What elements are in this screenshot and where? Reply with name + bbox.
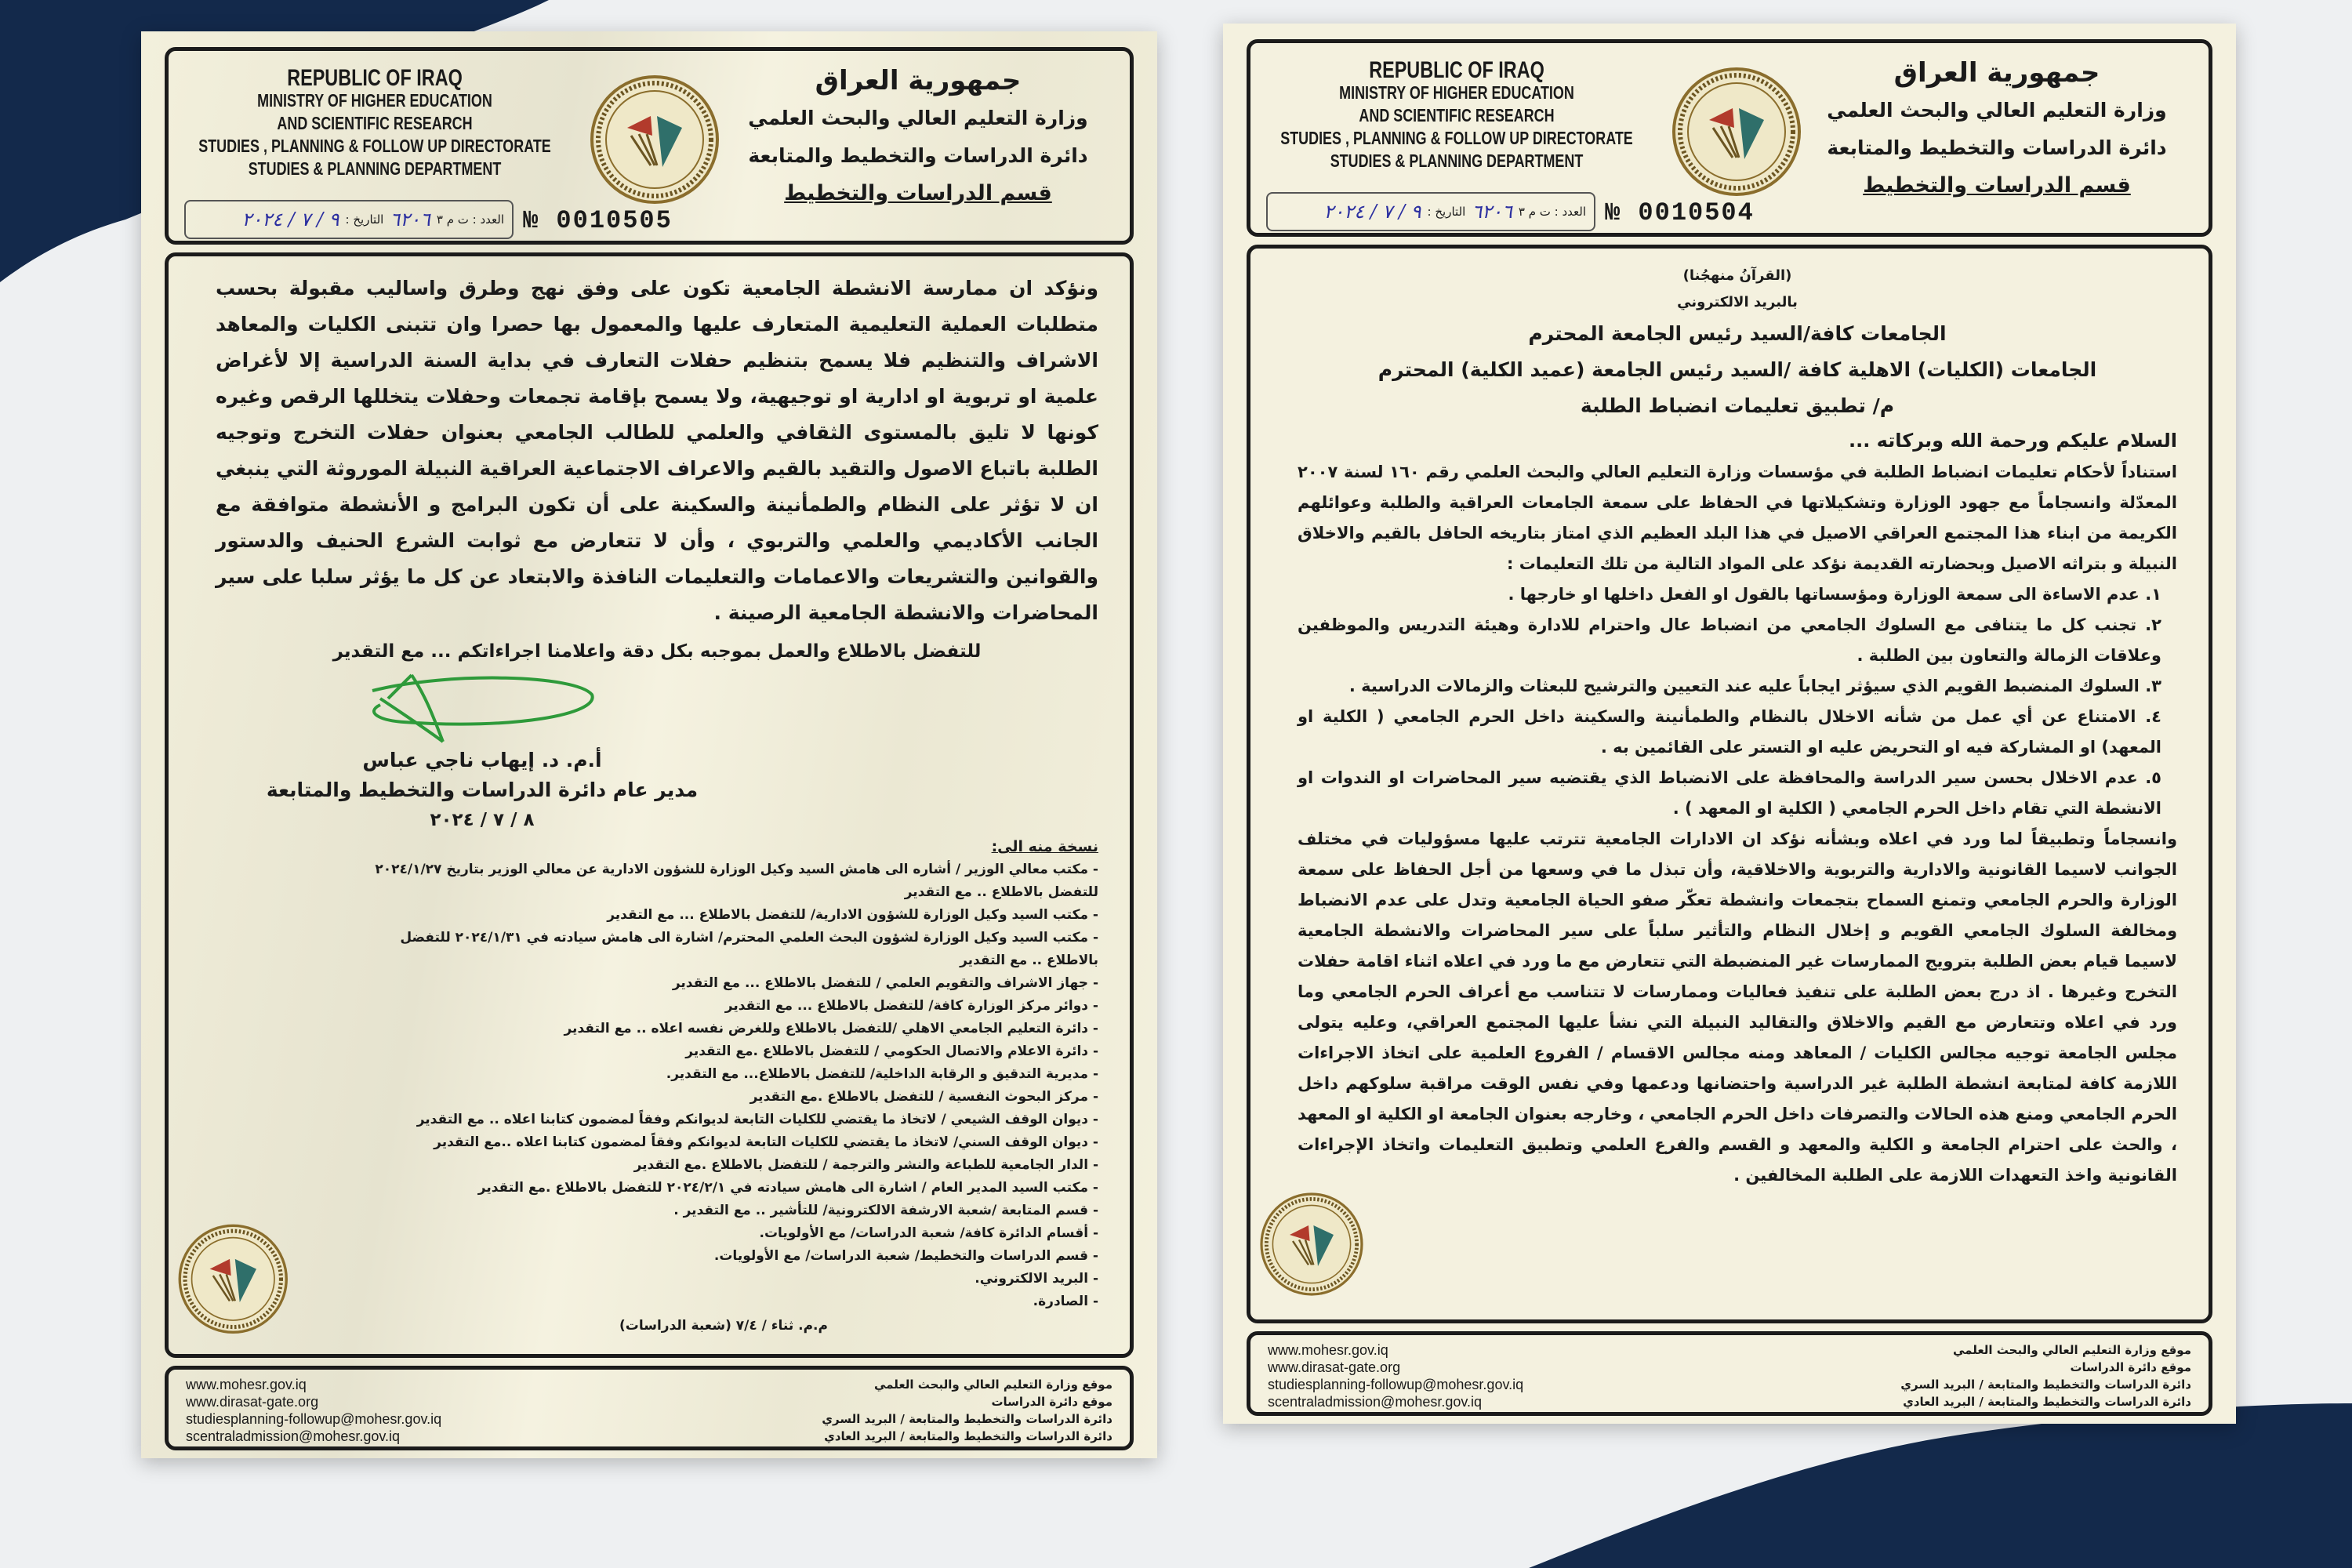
footer-label: موقع دائرة الدراسات	[2070, 1360, 2191, 1374]
footer-label: دائرة الدراسات والتخطيط والمتابعة / البريد العادي	[824, 1429, 1112, 1443]
ref-number: ٦٢٠٦	[390, 209, 430, 230]
letterhead-en-line: REPUBLIC OF IRAQ	[287, 65, 463, 91]
ref-label: العدد : ت م ٣	[1518, 205, 1586, 219]
stamp-area	[1298, 1191, 2177, 1301]
signer-name: أ.م. د. إيهاب ناجي عباس	[362, 749, 602, 771]
instruction-item: ٥. عدم الاخلال بحسن سير الدراسة والمحافظة على الانضباط الذي يقتضيه سير المحاضرات او الندوات او الانشطة التي تقام داخل الحرم الجامعي ( الكلية او المعهد ) .	[1298, 768, 2161, 818]
letterhead-english	[176, 67, 574, 180]
serial-number: № 0010505	[523, 206, 673, 235]
footer-link[interactable]: www.dirasat-gate.org	[186, 1394, 319, 1410]
ministry-seal-logo	[588, 73, 721, 209]
letter-body	[1247, 245, 2212, 1323]
subject-line: م/ تطبيق تعليمات انضباط الطلبة	[1580, 394, 1895, 417]
footer-contacts	[186, 1376, 441, 1445]
letterhead-en-line: AND SCIENTIFIC RESEARCH	[1359, 105, 1555, 125]
addressee-2: الجامعات (الكليات) الاهلية كافة /السيد رئيس الجامعة (عميد الكلية) المحترم	[1377, 358, 2097, 381]
footer-link[interactable]: scentraladmission@mohesr.gov.iq	[186, 1428, 401, 1444]
reference-box	[184, 200, 514, 239]
cc-item: - قسم المتابعة /شعبة الارشفة الالكترونية/ للتأشير .. مع التقدير .	[673, 1203, 1098, 1218]
serial-number: № 0010504	[1605, 198, 1755, 227]
footer-label: دائرة الدراسات والتخطيط والمتابعة / البريد السري	[822, 1412, 1112, 1426]
letterhead-en-line: STUDIES & PLANNING DEPARTMENT	[1330, 151, 1584, 171]
instruction-item: ١. عدم الاساءة الى سمعة الوزارة ومؤسساتها بالقول او الفعل داخلها او خارجها .	[1508, 585, 2161, 604]
footer-link[interactable]: studiesplanning-followup@mohesr.gov.iq	[186, 1411, 442, 1427]
cc-item: - دائرة الاعلام والاتصال الحكومي / للتفضل بالاطلاع .مع التقدير	[685, 1044, 1098, 1059]
typist-note: م.م. ثناء / ٧/٤ (شعبة الدراسات)	[619, 1318, 828, 1334]
cc-item: - دائرة التعليم الجامعي الاهلي /للتفضل بالاطلاع وللغرض نفسه اعلاه .. مع التقدير	[564, 1021, 1098, 1036]
footer-label: دائرة الدراسات والتخطيط والمتابعة / البريد العادي	[1903, 1395, 2191, 1409]
letter-footer	[165, 1366, 1134, 1450]
instruction-item: ٢. تجنب كل ما يتنافى مع السلوك الجامعي من انضباط عال واحترام للادارة وهيئة التدريس والموظفين وعلاقات الزمالة والتعاون بين الطلبة .	[1298, 615, 2161, 665]
ministry-seal-logo	[1670, 65, 1803, 201]
cc-item: - جهاز الاشراف والتقويم العلمي / للتفضل بالاطلاع ... مع التقدير	[672, 975, 1098, 991]
letterhead-en-line: STUDIES , PLANNING & FOLLOW UP DIRECTORATE	[198, 136, 551, 156]
footer-label: دائرة الدراسات والتخطيط والمتابعة / البريد السري	[1900, 1377, 2191, 1392]
cc-item: - قسم الدراسات والتخطيط/ شعبة الدراسات/ مع الأولويات.	[713, 1248, 1098, 1264]
addressee-1: الجامعات كافة/السيد رئيس الجامعة المحترم	[1528, 322, 1947, 345]
letterhead-ar-line: قسم الدراسات والتخطيط	[1863, 173, 2131, 198]
letterhead	[1247, 39, 2212, 237]
cc-item: - مكتب معالي الوزير / أشاره الى هامش السيد وكيل الوزارة للشؤون الادارية عن معالي الوزير بتاريخ ٢٠٢٤/١/٢٧ للتفضل بالاطلاع .. مع التقدير	[375, 862, 1098, 900]
cc-item: - ديوان الوقف الشيعي / لاتخاذ ما يقتضي للكليات التابعة لديوانكم وفقاً لمضمون كتابنا اعلاه .. مع التقدير	[416, 1112, 1098, 1127]
letter-page-right	[1223, 24, 2236, 1424]
footer-link[interactable]: www.mohesr.gov.iq	[1268, 1342, 1388, 1358]
footer-label: موقع وزارة التعليم العالي والبحث العلمي	[1952, 1343, 2191, 1357]
cc-item: - الدار الجامعية للطباعة والنشر والترجمة / للتفضل بالاطلاع .مع التقدير	[633, 1157, 1098, 1173]
cc-item: - مركز البحوث النفسية / للتفضل بالاطلاع .مع التقدير	[750, 1089, 1098, 1105]
letterhead-ar-line: جمهورية العراق	[815, 65, 1022, 96]
signer-title: مدير عام دائرة الدراسات والتخطيط والمتابعة	[266, 779, 699, 801]
sign-date: ٨ / ٧ / ٢٠٢٤	[430, 810, 535, 830]
cc-item: - مكتب السيد وكيل الوزارة لشؤون البحث العلمي المحترم/ اشارة الى هامش سيادته في ٢٠٢٤/١/٣١ للتفضل بالاطلاع .. مع التقدير	[400, 930, 1098, 968]
letterhead-ar-line: وزارة التعليم العالي والبحث العلمي	[1827, 99, 2167, 122]
letterhead-en-line: AND SCIENTIFIC RESEARCH	[277, 113, 473, 133]
letter-footer	[1247, 1331, 2212, 1416]
footer-contacts	[1268, 1341, 1523, 1410]
footer-link[interactable]: www.dirasat-gate.org	[1268, 1359, 1401, 1375]
letterhead-ar-line: قسم الدراسات والتخطيط	[784, 181, 1052, 205]
closing-line: للتفضل بالاطلاع والعمل بموجبه بكل دقة واعلامنا اجراءاتكم ... مع التقدير	[332, 641, 982, 662]
letterhead-ar-line: جمهورية العراق	[1893, 57, 2100, 89]
footer-labels	[822, 1376, 1112, 1445]
body-paragraph: ونؤكد ان ممارسة الانشطة الجامعية تكون على وفق نهج وطرق واساليب مقبولة بحسب متطلبات العملية التعليمية المتعارف عليها والمعمول بها حصرا وان تتبنى الكليات والمعاهد الاشراف والتنظيم فلا يسمح بتنظيم حفلات التعارف في بداية السنة الدراسية إلا لأغراض علمية او تربوية او ادارية او توجيهية، ولا يسمح بإقامة تجمعات وحفلات يتخللها الرقص وغيره كونها لا تليق بالمستوى الثقافي والعلمي للطالب الجامعي بعنوان حفلات التخرج وتوجيه الطلبة باتباع الاصول والتقيد بالقيم والاعراف الاجتماعية العراقية النبيلة الموروثة التي ينبغي ان لا تؤثر على النظام والطمأنينة والسكينة على أن تكون البرامج و الأنشطة متوافقة مع الجانب الأكاديمي والعلمي والتربوي ، وأن لا تتعارض مع ثوابت الشرع الحنيف والدستور والقوانين والتشريعات والاعمامات والتعليمات النافذة والابتعاد عن كل ما يؤثر سلبا على سير المحاضرات والانشطة الجامعية الرصينة .	[216, 277, 1098, 624]
ref-label: العدد : ت م ٣	[436, 212, 504, 227]
letterhead-en-line: STUDIES & PLANNING DEPARTMENT	[248, 158, 502, 179]
letterhead-en-line: MINISTRY OF HIGHER EDUCATION	[257, 90, 492, 111]
footer-link[interactable]: studiesplanning-followup@mohesr.gov.iq	[1268, 1377, 1524, 1392]
cc-item: - مديرية التدقيق و الرقابة الداخلية/ للتفضل بالاطلاع... مع التقدير.	[666, 1066, 1098, 1082]
ministry-stamp	[176, 1222, 290, 1338]
instruction-item: ٤. الامتناع عن أي عمل من شأنه الاخلال بالنظام والطمأنينة والسكينة داخل الحرم الجامعي ( الكلية او المعهد) او المشاركة فيه او التحريض عليه او التستر على القائمين به .	[1298, 707, 2161, 757]
letterhead-en-line: STUDIES , PLANNING & FOLLOW UP DIRECTORATE	[1280, 128, 1633, 148]
instruction-item: ٣. السلوك المنضبط القويم الذي سيؤثر ايجاباً عليه عند التعيين والترشيح للبعثات والزمالات الدراسية .	[1348, 677, 2161, 695]
letterhead	[165, 47, 1134, 245]
footer-link[interactable]: scentraladmission@mohesr.gov.iq	[1268, 1394, 1483, 1410]
delivery-method: بالبريد الالكتروني	[1677, 294, 1798, 310]
cc-item: - دوائر مركز الوزارة كافة/ للتفضل بالاطلاع ... مع التقدير	[724, 998, 1098, 1014]
instruction-list	[1298, 579, 2177, 824]
letter-body	[165, 252, 1134, 1358]
cc-item: - أقسام الدائرة كافة/ شعبة الدراسات/ مع الأولويات.	[759, 1225, 1098, 1241]
date-label: التاريخ :	[345, 212, 384, 227]
cc-item: - مكتب السيد وكيل الوزارة للشؤون الادارية/ للتفضل بالاطلاع ... مع التقدير	[607, 907, 1098, 923]
footer-labels	[1900, 1341, 2191, 1410]
signature	[357, 667, 608, 746]
footer-label: موقع دائرة الدراسات	[991, 1395, 1112, 1409]
letterhead-english	[1258, 59, 1656, 172]
cc-list	[349, 858, 1098, 1313]
cc-item: - ديوان الوقف السني/ لاتخاذ ما يقتضي للكليات التابعة لديوانكم وفقاً لمضمون كتابنا اعلاه ..مع التقدير	[434, 1134, 1098, 1150]
letterhead-ar-line: دائرة الدراسات والتخطيط والمتابعة	[1827, 136, 2167, 159]
greeting: السلام عليكم ورحمة الله وبركاته ...	[1848, 430, 2177, 452]
letterhead-arabic	[1809, 54, 2185, 205]
cc-item: - البريد الالكتروني.	[975, 1271, 1098, 1287]
letterhead-en-line: MINISTRY OF HIGHER EDUCATION	[1339, 82, 1574, 103]
intro-paragraph: استناداً لأحكام تعليمات انضباط الطلبة في مؤسسات وزارة التعليم العالي والبحث العلمي رقم ١٦٠ لسنة ٢٠٠٧ المعدّلة وانسجاماً مع جهود الوزارة وتشكيلاتها في الحفاظ على سمعة الجامعات العراقية والطلبة وعوائلهم الكريمة من ابناء هذا المجتمع العراقي الاصيل في هذا البلد العظيم الذي امتاز بتاريخه الحافل بالقيم والاخلاق النبيلة و بتراثه الاصيل وبحضارته القديمة نؤكد على المواد التالية من تلك التعليمات :	[1298, 463, 2177, 573]
date-label: التاريخ :	[1427, 205, 1466, 219]
motto: (القرآنُ منهجُنا)	[1682, 267, 1792, 284]
letter-page-left	[141, 31, 1157, 1458]
footer-link[interactable]: www.mohesr.gov.iq	[186, 1377, 307, 1392]
ministry-stamp	[1258, 1191, 1365, 1300]
letterhead-arabic	[730, 62, 1106, 212]
body-paragraph: وانسجاماً وتطبيقاً لما ورد في اعلاه وبشأنه نؤكد ان الادارات الجامعية تترتب عليها مسؤوليات في مختلف الجوانب لاسيما القانونية والادارية والتربوية والاخلاقية، وأن تبذل ما في وسعها من أجل الحفاظ على سمعة الوزارة والحرم الجامعي وتمنع السماح بتجمعات وانشطة تعكّر صفو الحياة الجامعية وتدل على عدم الانضباط ومخالفة السلوك الجامعي القويم و إخلال النظام والتأثير سلباً على سير المحاضرات والانشطة الجامعية لاسيما قيام بعض الطلبة بترويج الممارسات غير المنضبطة التي تتعارض مع ما ورد في اعلاه اثناء اقامة حفلات التخرج وغيرها . اذ درج بعض الطلبة على تنفيذ فعاليات وممارسات لا تتناسب مع أعراف الحرم الجامعي وما ورد في اعلاه وتتعارض مع القيم والاخلاق والتقاليد النبيلة التي نشأ عليها المجتمع العراقي، وعليه يتولى مجلس الجامعة توجيه مجالس الكليات / المعاهد ومنه مجالس الاقسام / الفروع العلمية على اتخاذ الاجراءات اللازمة كافة لمتابعة انشطة الطلبة غير الدراسية واحتضانها ودعمها وفي نفس الوقت مراقبة سلوكهم داخل الحرم الجامعي ومنع هذه الحالات والتصرفات داخل الحرم الجامعي ، وخارجه بعنوان الجامعة او الكلية او المعهد ، والحث على احترام الجامعة و الكلية والمعهد و القسم والفرع العلمي وتطبيق التعليمات واتخاذ الإجراءات القانونية واخذ التعهدات اللازمة على الطلبة المخالفين .	[1298, 829, 2177, 1185]
letterhead-ar-line: دائرة الدراسات والتخطيط والمتابعة	[748, 144, 1088, 167]
date-value: ٩ / ٧ / ٢٠٢٤	[241, 209, 339, 230]
footer-label: موقع وزارة التعليم العالي والبحث العلمي	[873, 1377, 1112, 1392]
cc-title: نسخة منه الى:	[991, 838, 1098, 855]
letterhead-ar-line: وزارة التعليم العالي والبحث العلمي	[748, 107, 1088, 129]
reference-box	[1266, 192, 1595, 231]
letterhead-en-line: REPUBLIC OF IRAQ	[1369, 57, 1544, 83]
cc-item: - الصادرة.	[1033, 1294, 1098, 1309]
date-value: ٩ / ٧ / ٢٠٢٤	[1323, 201, 1421, 223]
cc-item: - مكتب السيد المدير العام / اشارة الى هامش سيادته في ٢٠٢٤/٢/١ للتفضل بالاطلاع .مع التقدير	[477, 1180, 1098, 1196]
ref-number: ٦٢٠٦	[1472, 201, 1512, 223]
